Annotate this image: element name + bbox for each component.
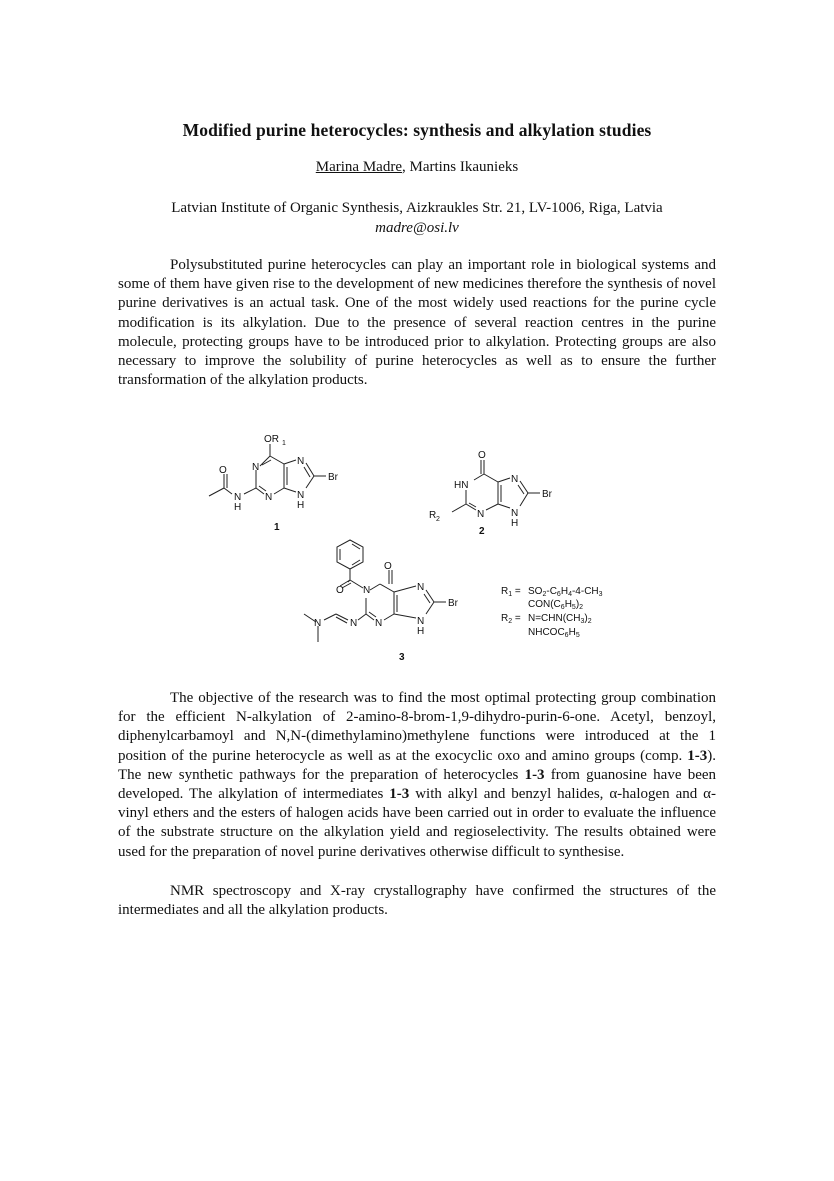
c2-n9-h: H bbox=[511, 518, 519, 529]
c3-o-benzoyl: O bbox=[336, 585, 344, 596]
compound-3-label: 3 bbox=[399, 652, 405, 663]
substituent-legend bbox=[501, 586, 603, 639]
conclusion-paragraph bbox=[118, 882, 716, 920]
legend-r2: $R_2$ = bbox=[501, 613, 521, 625]
compound-1-label: 1 bbox=[274, 522, 280, 533]
author-line bbox=[0, 159, 834, 176]
c3-n1: N bbox=[363, 585, 371, 596]
c1-n7: N bbox=[297, 456, 305, 467]
compound-2-label: 2 bbox=[479, 526, 485, 537]
legend-r2-option-1: $N=CHN(CH_3)_2$ bbox=[528, 613, 592, 625]
c3-o6: O bbox=[384, 561, 392, 572]
legend-r1-option-2: $CON(C_6H_5)_2$ bbox=[528, 599, 584, 611]
author-separator: , bbox=[401, 159, 410, 175]
intro-paragraph bbox=[118, 256, 716, 390]
c2-n3: N bbox=[477, 509, 485, 520]
presenting-author: Marina Madre bbox=[315, 159, 402, 175]
compound-1-structure bbox=[209, 434, 339, 533]
c1-or1: OR bbox=[264, 434, 279, 445]
c1-r1-sub: 1 bbox=[282, 440, 286, 447]
c2-r: R bbox=[429, 510, 437, 521]
c1-n3: N bbox=[265, 492, 273, 503]
legend-r2-option-2: $NHCOC_6H_5$ bbox=[528, 627, 580, 639]
compound-2-structure bbox=[429, 450, 553, 537]
c3-n3: N bbox=[375, 618, 383, 629]
c3-n7: N bbox=[417, 582, 425, 593]
author-email: madre@osi.lv bbox=[375, 220, 459, 236]
c2-br: Br bbox=[542, 489, 552, 500]
c3-n-dimethyl: N bbox=[314, 618, 322, 629]
c3-n9-h: H bbox=[417, 626, 425, 637]
c2-hn: HN bbox=[454, 480, 469, 491]
objective-text-d: from guanosine have been developed. The alkylation of intermediates bbox=[118, 766, 717, 803]
objective-text-e: with alkyl and benzyl halides, α-halogen and α-vinyl ethers and the esters of halogen acids have been carried out in order to evaluate the influence of the substrate structure on the alkylation yield and regioselectivity. The results obtained were used for the preparation of novel purine derivatives otherwise difficult to synthesise. bbox=[118, 786, 716, 860]
c1-n9: N bbox=[297, 490, 305, 501]
paper-title: Modified purine heterocycles: synthesis and alkylation studies bbox=[182, 120, 652, 140]
legend-r1-option-1: $SO_2-C_6H_4-4-CH_3$ bbox=[528, 586, 603, 598]
objective-text-c: ). The new synthetic pathways for the preparation of heterocycles bbox=[118, 747, 716, 783]
compound-ref: 1-3 bbox=[524, 766, 545, 783]
c1-nh-h: H bbox=[234, 502, 242, 513]
compound-ref: 1-3 bbox=[687, 747, 708, 764]
affiliation: Latvian Institute of Organic Synthesis, Aizkraukles Str. 21, LV-1006, Riga, Latvia bbox=[171, 200, 663, 216]
c3-br: Br bbox=[448, 598, 458, 609]
intro-text: Polysubstituted purine heterocycles can play an important role in biological systems and some of them have given rise to the development of new medicines therefore the synthesis of novel purine derivatives is an actual task. One of the most widely used reactions for the purine cycle modification is its alkylation. Due to the presence of several reaction centres in the purine molecule, protecting groups have to be introduced prior to alkylation. Protecting groups are also necessary to improve the solubility of purine heterocycles as well as to ensure the further transformation of the alkylation products. bbox=[118, 257, 716, 389]
affiliation-block bbox=[0, 198, 834, 238]
c1-n1: N bbox=[252, 462, 260, 473]
c2-n7: N bbox=[511, 474, 519, 485]
conclusion-text: NMR spectroscopy and X-ray crystallography have confirmed the structures of the intermediates and all the alkylation products. bbox=[118, 883, 716, 919]
objective-paragraph bbox=[118, 689, 716, 862]
c3-n9: N bbox=[417, 616, 425, 627]
chemical-scheme bbox=[0, 430, 834, 680]
c1-o-acyl: O bbox=[219, 465, 227, 476]
c1-br: Br bbox=[328, 472, 338, 483]
c2-o: O bbox=[478, 450, 486, 461]
co-author: Martins Ikaunieks bbox=[409, 159, 519, 175]
objective-text-a: The objective of the research was to find the most optimal protecting group combination for the efficient N-alkylation of 2-amino-8-brom-1,9-dihydro-purin-6-one. Acetyl, benzoyl, diphenylcarbamoyl and N,N-(dimethylamino)methylene functions were introduced at the 1 position of the purine heterocycle as well as at the exocyclic oxo and amino groups (comp. bbox=[118, 690, 716, 764]
c3-n-exo: N bbox=[350, 618, 358, 629]
c2-r-sub: 2 bbox=[436, 516, 440, 523]
c1-nh: N bbox=[234, 492, 242, 503]
compound-3-structure bbox=[304, 540, 459, 663]
c2-n9: N bbox=[511, 508, 519, 519]
legend-r1: $R_1$ = bbox=[501, 586, 521, 598]
compound-ref: 1-3 bbox=[389, 786, 410, 803]
c1-n9-h: H bbox=[297, 500, 305, 511]
